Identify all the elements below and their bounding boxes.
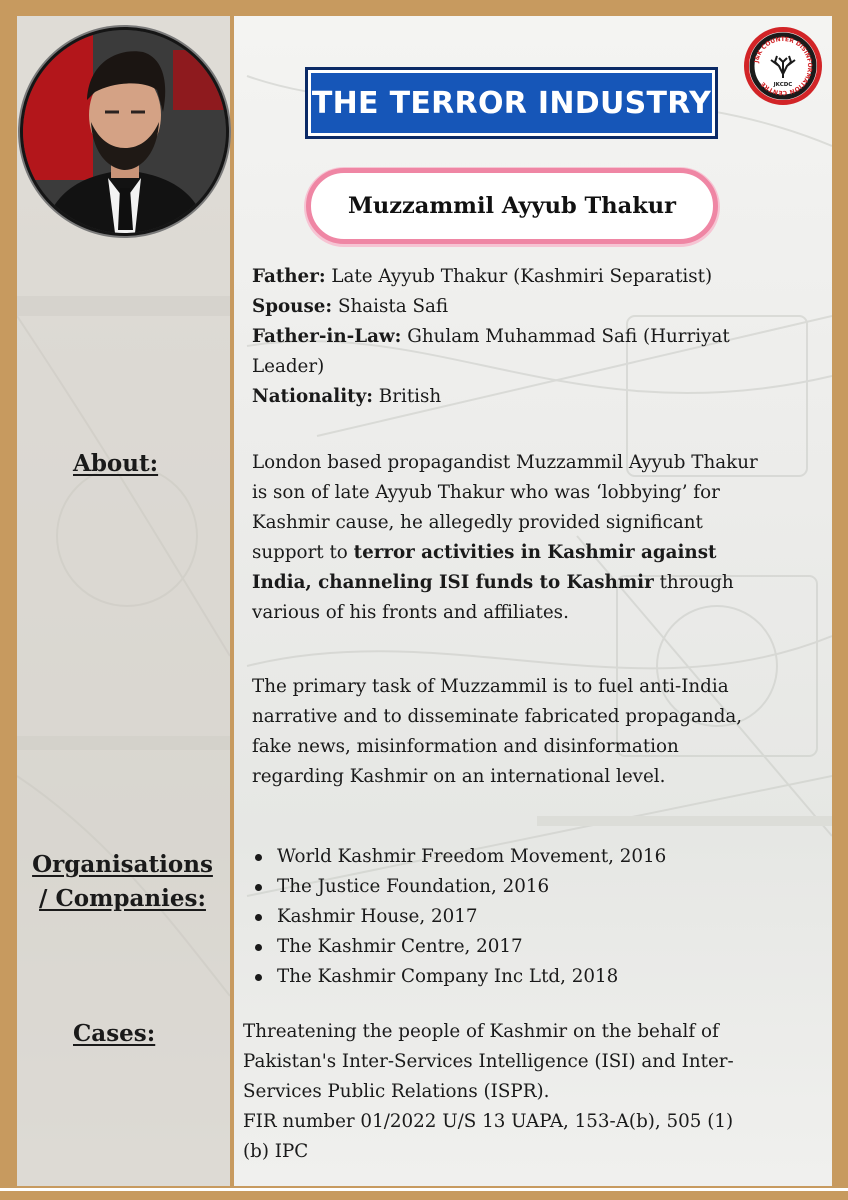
title-banner-text: THE TERROR INDUSTRY — [311, 85, 712, 121]
task-line: regarding Kashmir on an international level. — [252, 766, 666, 787]
logo-ring-text: J&K COUNTER DISINFORMATION CENTRE — [753, 35, 814, 97]
about-line: various of his fronts and affiliates. — [252, 602, 569, 623]
about-line: London based propagandist Muzzammil Ayyub Thakur — [252, 452, 758, 473]
bullet-icon — [255, 854, 262, 861]
cases-line: Services Public Relations (ISPR). — [243, 1081, 550, 1102]
nationality-value: British — [372, 386, 442, 407]
bullet-icon — [255, 974, 262, 981]
organisation-name: The Kashmir Company Inc Ltd, 2018 — [277, 966, 619, 987]
list-item — [251, 842, 811, 872]
bullet-icon — [255, 944, 262, 951]
father-label: Father: — [252, 266, 326, 287]
father-row — [252, 262, 822, 292]
name-badge — [306, 168, 718, 244]
task-line: The primary task of Muzzammil is to fuel anti-India — [252, 676, 729, 697]
nationality-row — [252, 382, 822, 412]
father-in-law-value: Ghulam Muhammad Safi (Hurriyat — [401, 326, 730, 347]
organisation-name: The Kashmir Centre, 2017 — [277, 936, 523, 957]
about-line: is son of late Ayyub Thakur who was ‘lobbying’ for — [252, 482, 720, 503]
cases-line: Pakistan's Inter-Services Intelligence (ISI) and Inter- — [243, 1051, 734, 1072]
about-plain: through — [653, 572, 734, 593]
organisations-list — [251, 842, 811, 992]
task-line: narrative and to disseminate fabricated propaganda, — [252, 706, 743, 727]
father-in-law-row — [252, 322, 822, 352]
nationality-label: Nationality: — [252, 386, 373, 407]
about-line — [252, 538, 824, 568]
organisations-heading-line: / Companies: — [39, 885, 206, 912]
father-in-law-row-cont: Leader) — [252, 356, 325, 377]
list-item — [251, 872, 811, 902]
logo-abbr: JKCDC — [773, 82, 793, 88]
about-text — [252, 448, 824, 628]
profile-portrait — [20, 27, 229, 236]
profile-details — [252, 262, 822, 412]
task-line: fake news, misinformation and disinformation — [252, 736, 679, 757]
about-emphasis: terror activities in Kashmir against — [353, 542, 717, 563]
portrait-illustration — [23, 30, 226, 233]
spouse-row — [252, 292, 822, 322]
task-text — [252, 672, 824, 792]
organisations-heading — [20, 848, 225, 916]
bullet-icon — [255, 884, 262, 891]
father-value: Late Ayyub Thakur (Kashmiri Separatist) — [325, 266, 713, 287]
father-in-law-label: Father-in-Law: — [252, 326, 402, 347]
about-heading: About: — [73, 450, 159, 477]
title-banner — [305, 67, 718, 139]
cases-line: Threatening the people of Kashmir on the behalf of — [243, 1021, 719, 1042]
about-emphasis: India, channeling ISI funds to Kashmir — [252, 572, 654, 593]
cases-text — [243, 1017, 821, 1167]
organisation-name: Kashmir House, 2017 — [277, 906, 478, 927]
bottom-rule — [0, 1188, 848, 1191]
about-line — [252, 568, 824, 598]
logo-emblem — [749, 32, 817, 100]
cases-line: (b) IPC — [243, 1141, 309, 1162]
list-item — [251, 902, 811, 932]
bullet-icon — [255, 914, 262, 921]
about-plain: support to — [252, 542, 354, 563]
cases-heading: Cases: — [73, 1020, 156, 1047]
organisations-heading-line: Organisations — [32, 851, 213, 878]
cases-line: FIR number 01/2022 U/S 13 UAPA, 153-A(b), 505 (1) — [243, 1111, 734, 1132]
list-item — [251, 932, 811, 962]
about-line: Kashmir cause, he allegedly provided significant — [252, 512, 703, 533]
jkcdc-logo — [744, 27, 822, 105]
person-name: Muzzammil Ayyub Thakur — [347, 193, 677, 219]
spouse-value: Shaista Safi — [332, 296, 449, 317]
organisation-name: The Justice Foundation, 2016 — [277, 876, 550, 897]
spouse-label: Spouse: — [252, 296, 333, 317]
list-item — [251, 962, 811, 992]
organisation-name: World Kashmir Freedom Movement, 2016 — [277, 846, 667, 867]
